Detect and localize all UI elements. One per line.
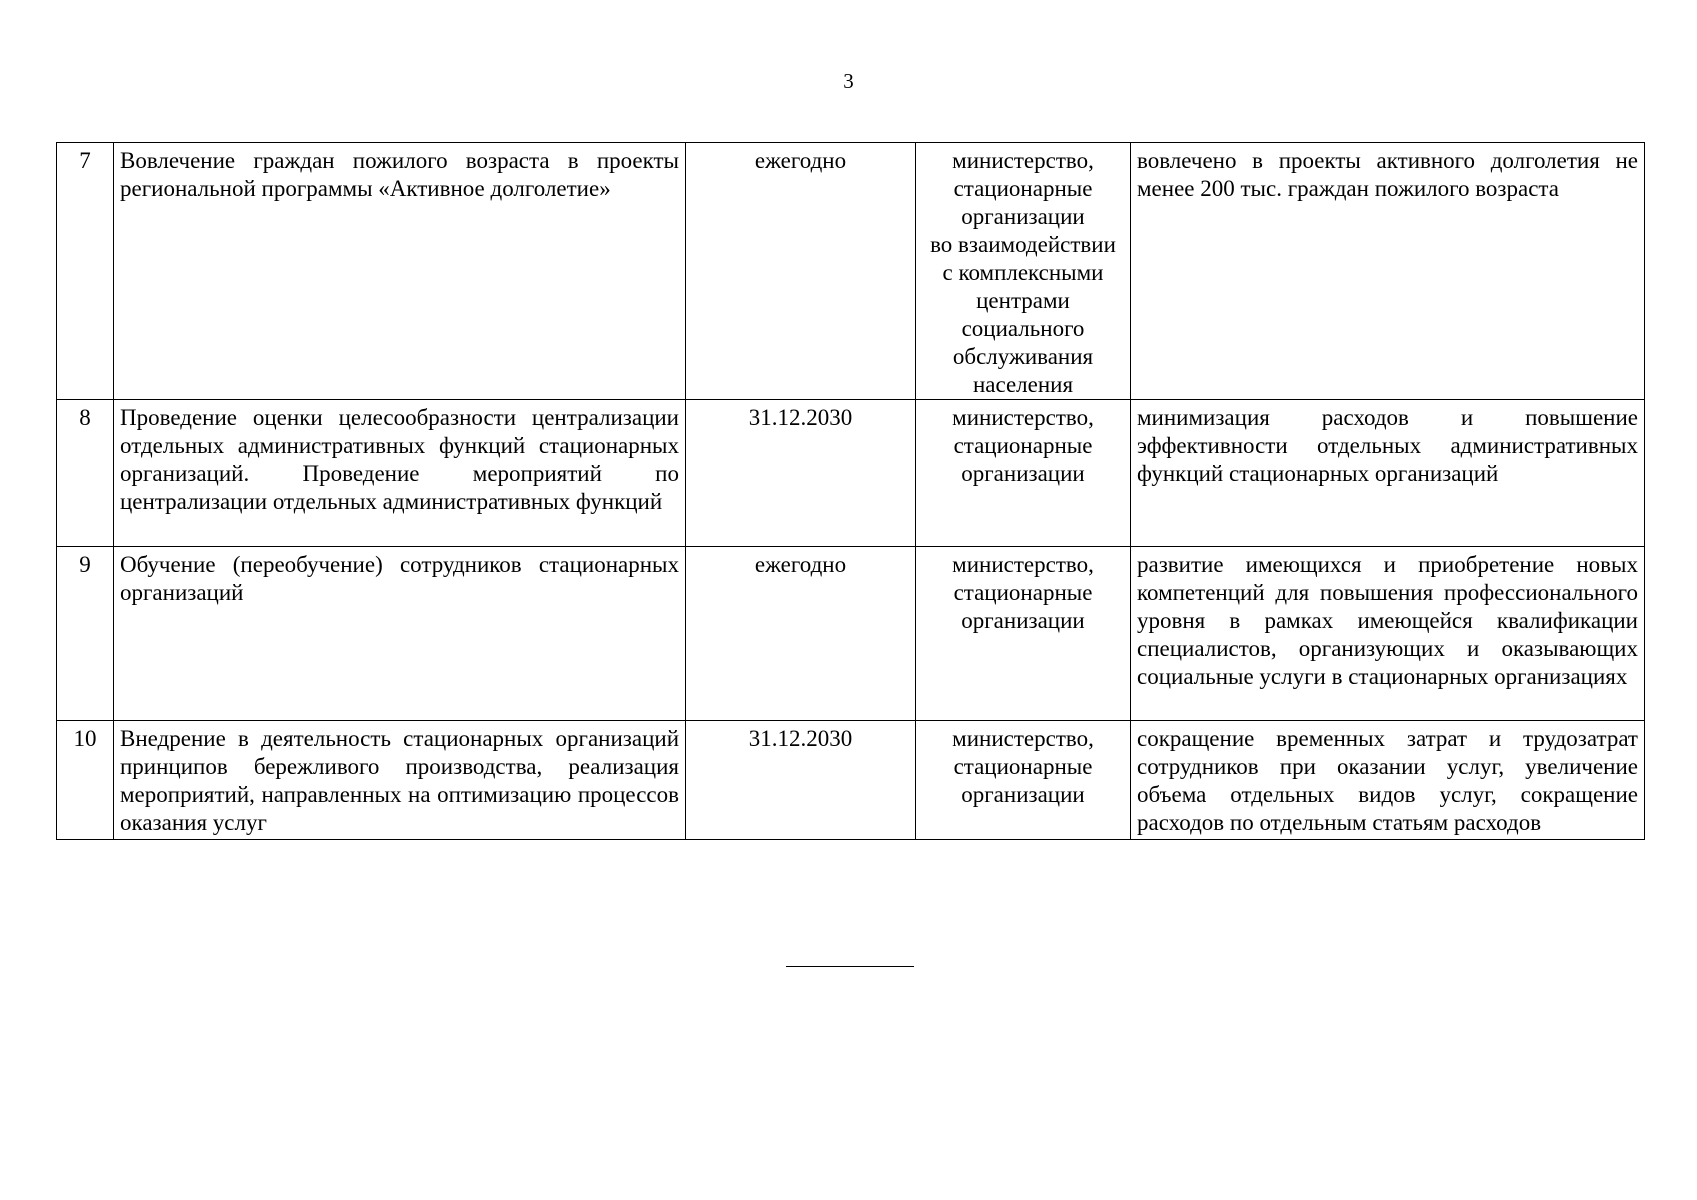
- executor-line: министерство,: [952, 405, 1094, 430]
- deadline: ежегодно: [686, 143, 916, 400]
- executor-line: во взаимодействии: [930, 232, 1116, 257]
- executor-line: стационарные: [953, 176, 1093, 201]
- executor-line: организации: [961, 608, 1085, 633]
- end-of-document-rule: [786, 966, 914, 967]
- executor-line: министерство,: [952, 726, 1094, 751]
- executor-line: организации: [961, 782, 1085, 807]
- executor-line: населения: [972, 372, 1074, 397]
- executor-line: стационарные: [953, 754, 1093, 779]
- deadline: 31.12.2030: [686, 400, 916, 547]
- executor-line: организации: [961, 461, 1085, 486]
- executor-line: стационарные: [953, 433, 1093, 458]
- row-number: 8: [57, 400, 114, 547]
- table-row: [57, 721, 1645, 840]
- measure-name: Вовлечение граждан пожилого возраста в проекты региональной программы «Активное долголетие»: [114, 143, 686, 400]
- executors: [916, 721, 1131, 840]
- executors: [916, 400, 1131, 547]
- executor-line: министерство,: [952, 148, 1094, 173]
- row-number: 9: [57, 547, 114, 721]
- executor-line: социального: [961, 316, 1085, 341]
- row-number: 10: [57, 721, 114, 840]
- page-number: 3: [843, 69, 854, 93]
- expected-result: минимизация расходов и повышение эффективности отдельных административных функций стационарных организаций: [1131, 400, 1645, 547]
- deadline: ежегодно: [686, 547, 916, 721]
- executor-line: центрами: [976, 288, 1070, 313]
- table-row: [57, 547, 1645, 721]
- expected-result: развитие имеющихся и приобретение новых компетенций для повышения профессионального уровня в рамках имеющейся квалификации специалистов, организующих и оказывающих социальные услуги в стационарных организациях: [1131, 547, 1645, 721]
- executor-line: министерство,: [952, 552, 1094, 577]
- row-number: 7: [57, 143, 114, 400]
- measures-table: [56, 142, 1645, 840]
- measure-name: Внедрение в деятельность стационарных организаций принципов бережливого производства, реализация мероприятий, направленных на оптимизацию процессов оказания услуг: [114, 721, 686, 840]
- table-row: [57, 143, 1645, 400]
- measure-name: Проведение оценки целесообразности централизации отдельных административных функций стационарных организаций. Проведение мероприятий по централизации отдельных административных функций: [114, 400, 686, 547]
- deadline: 31.12.2030: [686, 721, 916, 840]
- executors: [916, 547, 1131, 721]
- executor-line: организации: [961, 204, 1085, 229]
- measure-name: Обучение (переобучение) сотрудников стационарных организаций: [114, 547, 686, 721]
- executors: [916, 143, 1131, 400]
- expected-result: вовлечено в проекты активного долголетия не менее 200 тыс. граждан пожилого возраста: [1131, 143, 1645, 400]
- table-row: [57, 400, 1645, 547]
- executor-line: обслуживания: [952, 344, 1094, 369]
- executor-line: стационарные: [953, 580, 1093, 605]
- expected-result: сокращение временных затрат и трудозатрат сотрудников при оказании услуг, увеличение объема отдельных видов услуг, сокращение расходов по отдельным статьям расходов: [1131, 721, 1645, 840]
- executor-line: с комплексными: [942, 260, 1104, 285]
